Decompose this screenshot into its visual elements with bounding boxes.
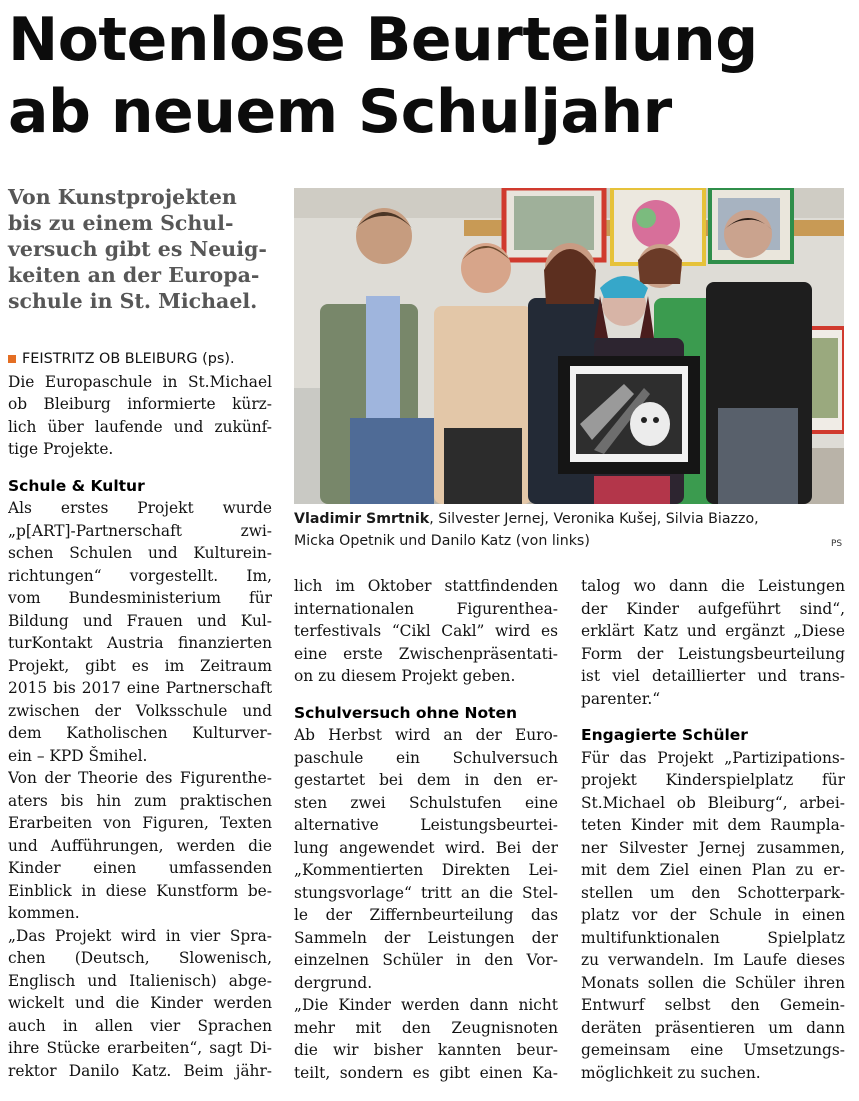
body-line: „Das Projekt wird in vier Spra- [8, 926, 272, 945]
body-line: vom Bundesministerium für [8, 589, 272, 607]
section-heading: Engagierte Schüler [581, 726, 748, 744]
photo-credit: PS [831, 539, 843, 549]
body-line: gestartet bei dem in den er- [294, 771, 558, 789]
body-line: zu verwandeln. Im Laufe dieses [581, 951, 845, 969]
body-line: dem Katholischen Kulturver- [8, 724, 272, 742]
body-line: die wir bisher kannten beur- [294, 1041, 558, 1059]
body-line: dergrund. [294, 973, 373, 992]
body-line: ein – KPD Šmihel. [8, 746, 148, 765]
lead-paragraph [8, 184, 278, 314]
caption-line-2: Micka Opetnik und Danilo Katz (von links) [294, 533, 590, 549]
body-line: ner Silvester Jernej zusammen, [581, 838, 845, 857]
body-line: Sammeln der Leistungen der [294, 928, 558, 947]
body-line: eine erste Zwischenpräsentati- [294, 644, 558, 663]
body-line: mit dem Ziel einen Plan zu er- [581, 861, 845, 879]
body-line: Einblick in diese Kunstform be- [8, 881, 272, 900]
headline [8, 4, 853, 148]
section-heading: Schule & Kultur [8, 476, 145, 495]
column-2 [294, 575, 558, 1084]
body-line: lich im Oktober stattfindenden [294, 577, 558, 595]
body-line: zwischen der Volksschule und [8, 701, 272, 720]
body-line: stungsvorlage“ tritt an die Stel- [294, 883, 558, 902]
body-line: projekt Kinderspielplatz für [581, 771, 845, 789]
column-3 [581, 575, 845, 1084]
group-photo-icon [294, 188, 844, 504]
lead-line: bis zu einem Schul- [8, 211, 234, 235]
body-line: deräten präsentieren um dann [581, 1018, 845, 1037]
body-line: Ab Herbst wird an der Euro- [294, 726, 558, 744]
body-line: „p[ART]-Partnerschaft zwi- [8, 521, 272, 540]
body-line: mehr mit den Zeugnisnoten [294, 1018, 558, 1037]
caption-line-1 [294, 508, 844, 530]
group-photo [294, 188, 844, 504]
body-line: ist viel detaillierter und trans- [581, 667, 845, 685]
dateline [8, 348, 272, 371]
body-line: Form der Leistungsbeurteilung [581, 644, 845, 663]
intro-line: tige Projekte. [8, 440, 114, 458]
body-line: Englisch und Italienisch) abge- [8, 971, 272, 990]
column-1 [8, 348, 272, 1082]
bullet-icon [8, 355, 16, 363]
body-line: gemeinsam eine Umsetzungs- [581, 1041, 845, 1059]
lead-line: keiten an der Europa- [8, 263, 260, 287]
body-line: einzelnen Schüler in den Vor- [294, 951, 558, 969]
body-line: erklärt Katz und ergänzt „Diese [581, 622, 845, 640]
headline-line-2: ab neuem Schuljahr [8, 77, 672, 147]
body-line: 2015 bis 2017 eine Partnerschaft [8, 679, 272, 697]
body-line: wickelt und die Kinder werden [8, 994, 272, 1012]
body-line: Projekt, gibt es im Zeitraum [8, 656, 272, 675]
body-line: Entwurf selbst den Gemein- [581, 996, 845, 1014]
body-line: ihre Stücke erarbeiten“, sagt Di- [8, 1039, 272, 1057]
body-line: Als erstes Projekt wurde [8, 499, 272, 517]
body-line: kommen. [8, 904, 80, 922]
body-line: Bildung und Frauen und Kul- [8, 611, 272, 630]
body-line: der Kinder aufgeführt sind“, [581, 599, 845, 618]
body-line: stellen um den Schotterpark- [581, 883, 845, 902]
body-line: internationalen Figurenthea- [294, 599, 558, 618]
body-line: chen (Deutsch, Slowenisch, [8, 949, 272, 967]
body-line: „Kommentierten Direkten Lei- [294, 861, 558, 879]
spacer [8, 461, 272, 475]
photo-caption [294, 508, 844, 552]
intro-line: Die Europaschule in St.Michael [8, 372, 272, 391]
body-line: und Aufführungen, werden die [8, 836, 272, 855]
spacer [294, 688, 558, 702]
body-line: möglichkeit zu suchen. [581, 1063, 761, 1082]
body-line: le der Ziffernbeurteilung das [294, 906, 558, 924]
body-line: „Die Kinder werden dann nicht [294, 996, 558, 1014]
body-line: schen Schulen und Kulturein- [8, 544, 272, 562]
body-line: Erarbeiten von Figuren, Texten [8, 814, 272, 832]
spacer [581, 710, 845, 724]
body-line: Von der Theorie des Figurenthe- [8, 769, 272, 787]
body-line: platz vor der Schule in einen [581, 906, 845, 924]
body-line: terfestivals “Cikl Cakl” wird es [294, 622, 558, 640]
dateline-text: FEISTRITZ OB BLEIBURG (ps). [22, 351, 235, 367]
body-line: aters bis hin zum praktischen [8, 791, 272, 810]
intro-line: lich über laufende und zukünf- [8, 417, 272, 436]
headline-line-1: Notenlose Beurteilung [8, 5, 758, 75]
body-line: Monats sollen die Schüler ihren [581, 973, 845, 992]
body-line: lung angewendet wird. Bei der [294, 838, 558, 857]
body-line: talog wo dann die Leistungen [581, 577, 845, 595]
caption-names: , Silvester Jernej, Veronika Kušej, Silvia Biazzo, [429, 511, 759, 527]
body-line: parenter.“ [581, 689, 661, 708]
lead-line: Von Kunstprojekten [8, 185, 237, 209]
body-line: St.Michael ob Bleiburg“, arbei- [581, 793, 845, 812]
body-line: auch in allen vier Sprachen [8, 1016, 272, 1035]
intro-line: ob Bleiburg informierte kürz- [8, 395, 272, 413]
lead-line: versuch gibt es Neuig- [8, 237, 267, 261]
body-line: richtungen“ vorgestellt. Im, [8, 566, 272, 585]
body-line: sten zwei Schulstufen eine [294, 793, 558, 812]
body-line: teten Kinder mit dem Raumpla- [581, 816, 845, 834]
body-line: alternative Leistungsbeurtei- [294, 816, 558, 834]
body-line: on zu diesem Projekt geben. [294, 667, 516, 685]
body-line: Kinder einen umfassenden [8, 859, 272, 877]
body-line: Für das Projekt „Partizipations- [581, 748, 845, 767]
body-line: rektor Danilo Katz. Beim jähr- [8, 1061, 272, 1080]
body-line: paschule ein Schulversuch [294, 748, 558, 767]
section-heading: Schulversuch ohne Noten [294, 703, 518, 722]
body-line: multifunktionalen Spielplatz [581, 928, 845, 947]
body-line: turKontakt Austria finanzierten [8, 634, 272, 652]
body-line: teilt, sondern es gibt einen Ka- [294, 1063, 558, 1082]
caption-first-name: Vladimir Smrtnik [294, 511, 430, 527]
lead-line: schule in St. Michael. [8, 289, 258, 313]
